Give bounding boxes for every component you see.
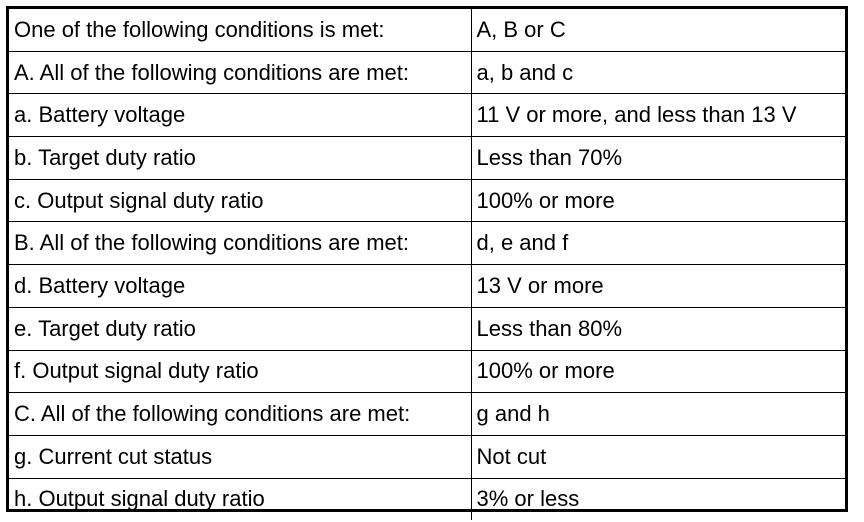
condition-label: One of the following conditions is met:: [9, 9, 471, 51]
condition-label: B. All of the following conditions are met:: [9, 222, 471, 265]
conditions-table: [6, 6, 848, 512]
condition-label: h. Output signal duty ratio: [9, 478, 471, 520]
table-row: [9, 350, 845, 393]
table-row: [9, 137, 845, 180]
table-row: [9, 51, 845, 94]
condition-label: A. All of the following conditions are met:: [9, 51, 471, 94]
condition-label: c. Output signal duty ratio: [9, 179, 471, 222]
condition-value: 13 V or more: [471, 265, 845, 308]
condition-value: 100% or more: [471, 350, 845, 393]
condition-value: Not cut: [471, 435, 845, 478]
table-row: [9, 393, 845, 436]
condition-value: a, b and c: [471, 51, 845, 94]
table-row: [9, 222, 845, 265]
condition-value: g and h: [471, 393, 845, 436]
table-row: [9, 265, 845, 308]
table-row: [9, 435, 845, 478]
condition-value: A, B or C: [471, 9, 845, 51]
table-row: [9, 478, 845, 520]
conditions-grid: [9, 9, 845, 520]
condition-value: Less than 80%: [471, 307, 845, 350]
condition-value: 100% or more: [471, 179, 845, 222]
condition-label: d. Battery voltage: [9, 265, 471, 308]
condition-label: g. Current cut status: [9, 435, 471, 478]
table-row: [9, 179, 845, 222]
table-row: [9, 307, 845, 350]
condition-label: e. Target duty ratio: [9, 307, 471, 350]
condition-value: 3% or less: [471, 478, 845, 520]
condition-value: Less than 70%: [471, 137, 845, 180]
condition-label: a. Battery voltage: [9, 94, 471, 137]
condition-label: f. Output signal duty ratio: [9, 350, 471, 393]
table-row: [9, 9, 845, 51]
condition-label: b. Target duty ratio: [9, 137, 471, 180]
condition-value: d, e and f: [471, 222, 845, 265]
table-row: [9, 94, 845, 137]
condition-value: 11 V or more, and less than 13 V: [471, 94, 845, 137]
condition-label: C. All of the following conditions are met:: [9, 393, 471, 436]
